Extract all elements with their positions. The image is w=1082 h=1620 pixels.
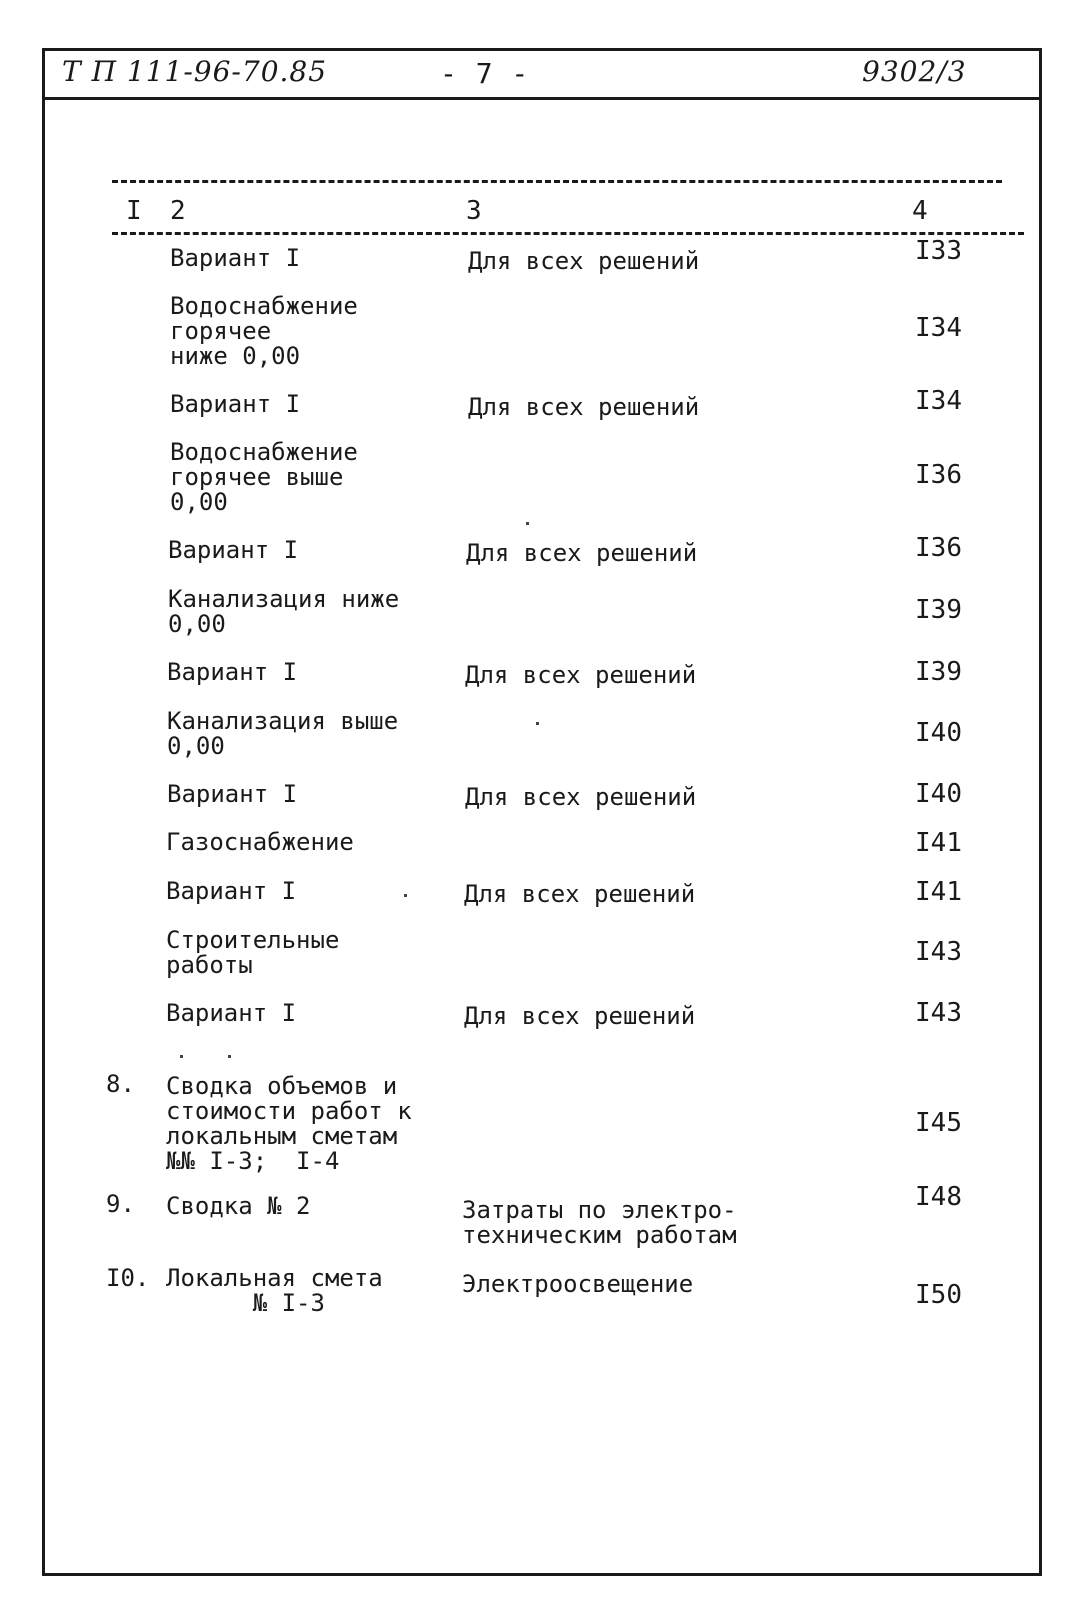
col-header-2: 2: [170, 196, 186, 226]
column-header-rule: [112, 232, 1024, 235]
row-page: I40: [915, 718, 962, 748]
row-page: I41: [915, 877, 962, 907]
table-top-rule: [112, 180, 1002, 183]
row-desc: Для всех решений: [464, 1002, 696, 1030]
row-name: Канализация выше 0,00: [167, 707, 399, 760]
row-name: Водоснабжение горячее ниже 0,00: [170, 292, 358, 370]
row-number: I0.: [106, 1264, 150, 1292]
row-name: Вариант I: [167, 780, 298, 808]
row-name: Локальная смета № I-3: [166, 1264, 383, 1317]
scan-speck: [404, 894, 407, 897]
col-header-1: I: [126, 196, 142, 226]
scan-speck: [228, 1055, 231, 1058]
row-name: Вариант I: [166, 877, 297, 905]
row-name: Вариант I: [168, 536, 299, 564]
row-page: I39: [915, 657, 962, 687]
row-name: Газоснабжение: [166, 828, 354, 856]
row-page: I36: [915, 533, 962, 563]
page-frame: [42, 48, 1042, 1576]
row-page: I48: [915, 1182, 962, 1212]
row-desc: Для всех решений: [465, 783, 697, 811]
row-page: I34: [915, 386, 962, 416]
row-desc: Для всех решений: [468, 393, 700, 421]
row-desc: Для всех решений: [468, 247, 700, 275]
row-page: I40: [915, 779, 962, 809]
scan-speck: [180, 1055, 183, 1058]
row-name: Сводка № 2: [166, 1192, 311, 1220]
col-header-3: 3: [466, 196, 482, 226]
row-page: I34: [915, 313, 962, 343]
header-rule: [42, 97, 1042, 100]
row-name: Вариант I: [170, 390, 301, 418]
row-number: 8.: [106, 1070, 135, 1098]
scan-speck: [536, 722, 539, 725]
row-name: Строительные работы: [166, 926, 340, 979]
col-header-4: 4: [912, 196, 928, 226]
row-desc: Для всех решений: [464, 880, 696, 908]
scan-speck: [526, 522, 529, 525]
row-desc: Электроосвещение: [462, 1270, 694, 1298]
row-number: 9.: [106, 1190, 135, 1218]
row-page: I50: [915, 1280, 962, 1310]
row-desc: Затраты по электро- техническим работам: [462, 1196, 737, 1249]
sheet-number: 9302/3: [862, 55, 967, 88]
page-number: - 7 -: [440, 57, 530, 90]
row-page: I45: [915, 1108, 962, 1138]
row-page: I43: [915, 998, 962, 1028]
row-name: Вариант I: [167, 658, 298, 686]
row-desc: Для всех решений: [465, 661, 697, 689]
row-page: I33: [915, 236, 962, 266]
row-name: Канализация ниже 0,00: [168, 585, 400, 638]
row-page: I41: [915, 828, 962, 858]
row-name: Сводка объемов и стоимости работ к локальным сметам №№ I-3; I-4: [166, 1072, 412, 1175]
row-page: I39: [915, 595, 962, 625]
row-desc: Для всех решений: [466, 539, 698, 567]
doc-code: Т П 111-96-70.85: [62, 55, 328, 88]
row-name: Вариант I: [166, 999, 297, 1027]
row-name: Вариант I: [170, 244, 301, 272]
row-page: I43: [915, 937, 962, 967]
row-page: I36: [915, 460, 962, 490]
row-name: Водоснабжение горячее выше 0,00: [170, 438, 358, 516]
